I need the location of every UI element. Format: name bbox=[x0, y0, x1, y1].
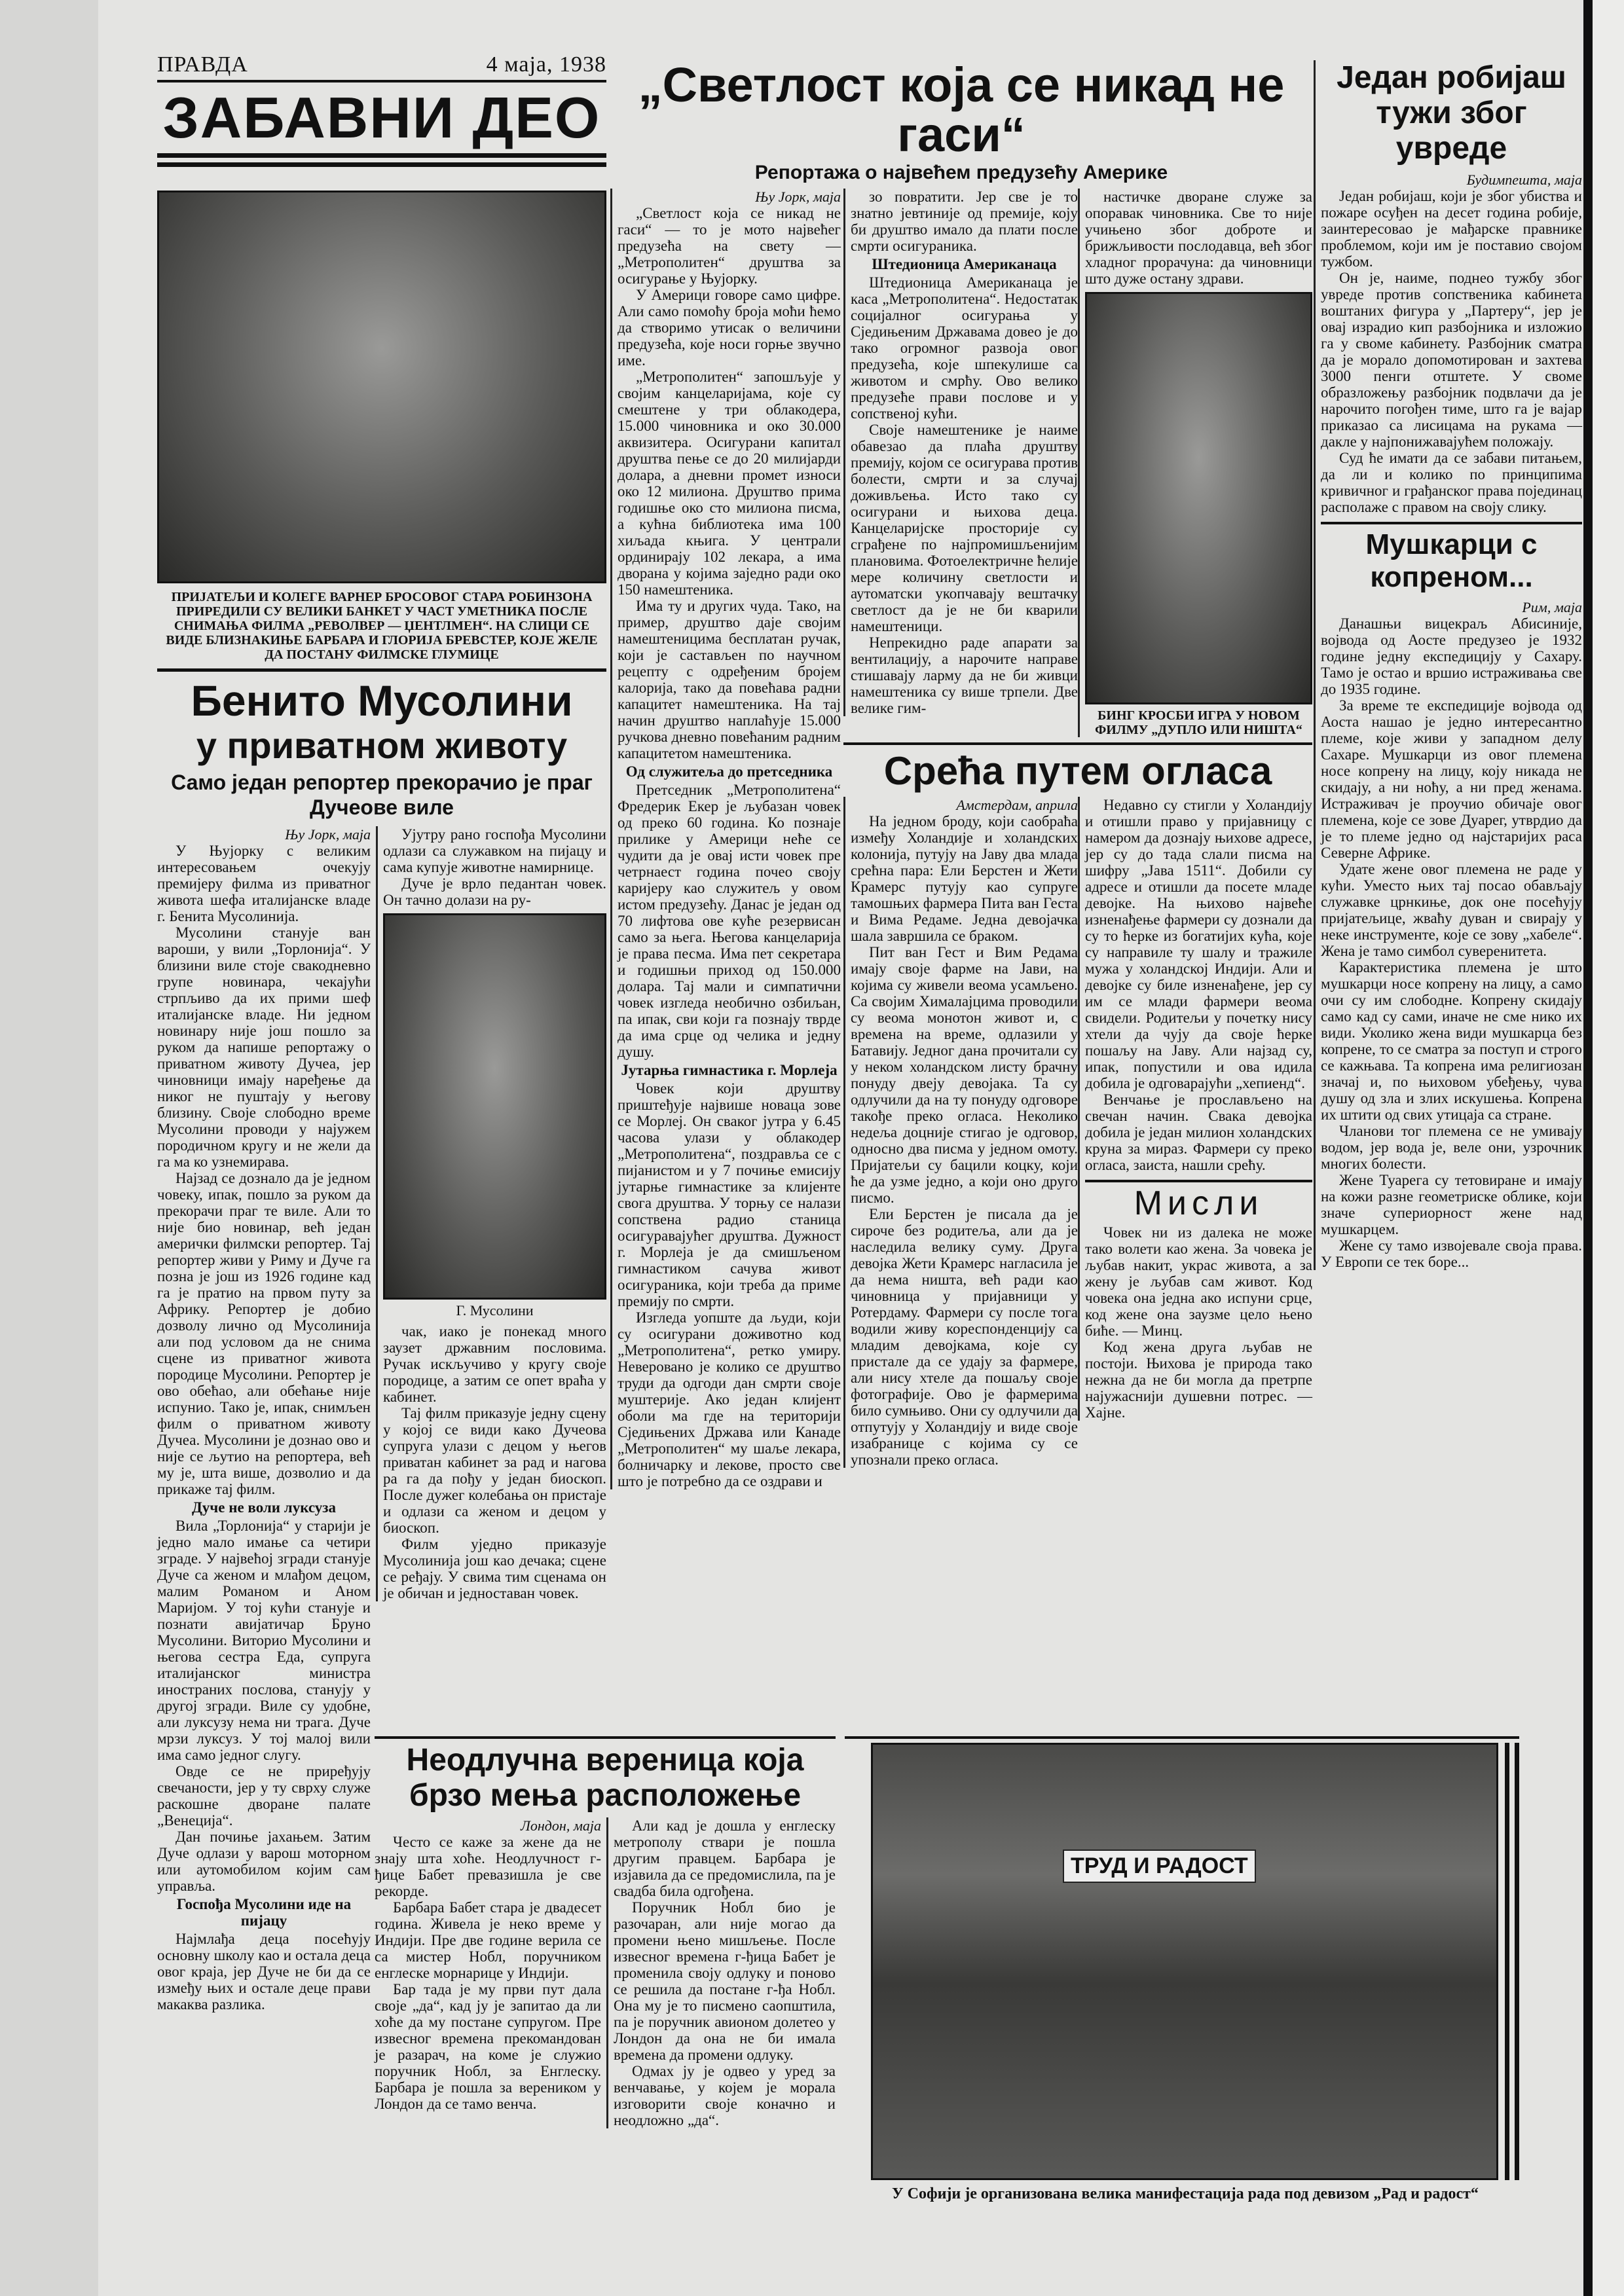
paragraph: Карактеристика племена је што мушкарци носе копрену на лицу, а само очи су им слободне. Копрену скидају само кад су сами, иначе не сме нико их види. Уколико жена види мушкарца без копрене, то се сматра за поступ и строго се кажњава. Та копрена има религиозан значај и, по њиховом убеђењу, чува душу од зла и злих искушења. Копрена их штити од свих утицаја са стране. bbox=[1321, 959, 1582, 1123]
paragraph: Ели Берстен је писала да је сироче без родитеља, али да је наследила велику суму. Друга девојка Жети Крамерс нагласила је да нема ништа, већ ради као чиновница у пријавници у Ротердаму. Фармери су после тога водили живу кореспонденцију са младим девојкама, које су пристале да се удају за фармере, али нису хтеле да пошаљу своје фотографије. Ово је фармерима било сумњиво. Они су одлучили да отпутују у Холандију и виде своје изабранице с којима су се упознали преко огласа. bbox=[851, 1205, 1078, 1468]
veiled-col bbox=[1321, 615, 1582, 1270]
dateline: Будимпешта, маја bbox=[1466, 172, 1582, 188]
paragraph: Штедионица Американаца је каса „Метрополитена“. Недостатак социјалног осигурања у Сједињеним Државама довео је до тако огромног развоја овог предузећа, које шпекулише са животом и смрћу. Ово велико предузеће прави послове и у сопственој кући. bbox=[851, 274, 1078, 422]
light-col-a bbox=[610, 189, 841, 1489]
paragraph: Најзад се дознало да је једном човеку, ипак, пошло за руком да прекорачи праг те виле. Али то није био новинар, већ један амерички филмски репортер. Тај репортер живи у Риму и Дуче га позна је још из 1926 године кад га је пратио на првом путу за Африку. Репортер је добио дозволу лично од Мусолинија али под условом да не снима сцене из приватног живота породице Мусолини. Репортер је ово обећао, али обећање није испунио. Тако је, ипак, снимљен филм о приватном животу Дучеа. Мусолини је дознао ово и није се љутио на репортера, већ му је, шта више, дозволио и да прикаже тај филм. bbox=[157, 1170, 371, 1498]
photo-banner: ТРУД И РАДОСТ bbox=[1063, 1850, 1256, 1883]
issue-date: 4 маја, 1938 bbox=[486, 52, 606, 77]
fiancee-headline: Неодлучна вереница која брзо мења расположење bbox=[406, 1743, 804, 1813]
divider bbox=[157, 162, 606, 167]
paragraph: Непрекидно раде апарати за вентилацију, а нарочите направе стишавају ларму да не би живци намештеника су више трпели. Две велике гим- bbox=[851, 634, 1078, 716]
convict-col bbox=[1321, 188, 1582, 515]
luck-headline: Срећа путем огласа bbox=[883, 748, 1272, 793]
paragraph: „Светлост која се никад не гаси“ — то је мото највећег предузећа на свету — „Метрополитен“ друштва за осигурање у Њујорку. bbox=[618, 204, 841, 287]
paragraph: Али кад је дошла у енглеску метрополу ствари је пошла другим правцем. Барбара је изјавила да се предомислила, па је свадба била одгођена. bbox=[614, 1817, 836, 1899]
dateline: Лондон, маја bbox=[520, 1817, 601, 1834]
paragraph: Вила „Торлонија“ у старији је једно мало имање са четири зграде. У највећој згради станује Дуче са женом и млађом децом, малим Романом и Аном Маријом. У тој кући станује и познати авијатичар Бруно Мусолини. Виторио Мусолини и његова сестра Еда, супруга италијанског министра иностраних послова, станују у другој згради. Виле су удобне, али луксузу нема ни трага. Дуче мрзи луксуз. У тој малој вили има само једног слугу. bbox=[157, 1518, 371, 1764]
paragraph: Филм уједно приказује Мусолинија још као дечака; сцене се ређају. У свима тим сценама он је обичан и једноставан човек. bbox=[383, 1536, 606, 1602]
mussolini-col-b bbox=[376, 826, 606, 1601]
paragraph: чак, иако је понекад много заузет државним пословима. Ручак искључиво у кругу своје породице, а затим се опет враћа у кабинет. bbox=[383, 1323, 606, 1406]
divider bbox=[157, 668, 606, 672]
mussolini-subtitle: Само један репортер прекорачио је праг Дучеове виле bbox=[171, 771, 593, 820]
dateline: Њу Јорк, маја bbox=[755, 188, 841, 205]
mussolini-col-b-top bbox=[383, 826, 606, 908]
paragraph: Удате жене овог племена не раде у кући. Уместо њих тај посао обављају служавке црнкиње, док оне посећују пријатељице, жваћу дуван и свирају у неке инструменте, које се зову „хабеле“. Жена је тамо симбол суверенитета. bbox=[1321, 861, 1582, 959]
paragraph: Данашњи вицекраљ Абисиније, војвода од Аосте предузео је 1932 године једну експедицију у Сахару. Тамо је остао и вршио истраживања све до 1935 године. bbox=[1321, 615, 1582, 697]
light-subtitle: Репортажа о највећем предузећу Америке bbox=[754, 162, 1168, 183]
divider bbox=[843, 742, 1312, 745]
paragraph: Барбара Бабет стара је двадесет година. Живела је неко време у Индији. Пре две године верила се са мистер Нобл, поручником енглеске морнарице у Индији. bbox=[375, 1899, 601, 1981]
section-title: ЗАБАВНИ ДЕО bbox=[162, 85, 601, 150]
paragraph: Човек ни из далека не може тако волети као жена. За човека је љубав накит, украс живота, а за жену је љубав сам живот. Код човека она једна ако испуни срце, код жене она заузме цело њено биће. — Минц. bbox=[1085, 1224, 1312, 1339]
divider bbox=[157, 80, 606, 82]
paragraph: Дан почиње јахањем. Затим Дуче одлази у варош моторном или аутомобилом којим сам управља. bbox=[157, 1829, 371, 1895]
sofia-block bbox=[845, 1736, 1519, 2203]
paper-name: ПРАВДА bbox=[157, 52, 248, 77]
paragraph: Бар тада је му први пут дала своје „да“, кад ју је запитао да ли хоће да му постане супругом. Пре извесног времена прекомандован је разарач, на коме је служио поручник Нобл, за Енглеску. Барбара је пошла за вереником у Лондон да се тамо венча. bbox=[375, 1981, 601, 2112]
subheading: Од служитеља до претседника bbox=[625, 763, 833, 780]
light-col-b bbox=[843, 189, 1078, 716]
mussolini-photo bbox=[383, 913, 606, 1300]
paragraph: Мусолини станује ван вароши, у вили „Торлонија“. У близини виле стоје свакодневно групе новинара, чекајући стрпљиво да их прими шеф италијанске владе. Ни једном новинару није још пошло за руком да напише репортажу о приватном животу Дучеа, јер чиновници имају наређење да никог не пуштају у његову близину. Своје слободно време Мусолини проводи у најужем породичном кругу и не жели да га ма ко узнемирава. bbox=[157, 924, 371, 1171]
sofia-rally-photo bbox=[871, 1743, 1498, 2180]
divider bbox=[845, 1736, 1519, 1739]
sofia-photo-caption: У Софији је организована велика манифестација рада под девизом „Рад и радост“ bbox=[892, 2185, 1479, 2202]
dateline: Рим, маја bbox=[1522, 599, 1582, 615]
paragraph: Изгледа уопште да људи, који су осигурани доживотно код „Метрополитена“, ретко умиру. Неверовано је колико се друштво труди да одгоди дан смрти своје муштерије. Ако један клијент оболи ма где на територији Сједињених Држава или Канаде „Метрополитен“ му шаље лекара, болничарку и лекове, просто све што је потребно да се оздрави и bbox=[618, 1309, 841, 1489]
subheading: Госпођа Мусолини иде на пијацу bbox=[176, 1896, 352, 1929]
paragraph: Тај филм приказује једну сцену у којој се види како Дучеова супруга улази с децом у његов приватан кабинет за рад и нагова ра га да пођу у један биоскоп. После дужег колебања он пристаје и одлази са женом и децом у биоскоп. bbox=[383, 1405, 606, 1537]
sofia-photo-row bbox=[845, 1743, 1519, 2180]
paragraph: Код жена друга љубав не постоји. Њихова је природа тако нежна да не би могла да претрпе најужаснији душевни потрес. — Хајне. bbox=[1085, 1338, 1312, 1421]
center-right-block bbox=[843, 189, 1312, 1468]
paragraph: зо повратити. Јер све је то знатно јевтиније од премије, коју би друштво имало да плати после смрти осигураника. bbox=[851, 188, 1078, 254]
paragraph: Жене су тамо извојевале своја права. У Европи се тек боре... bbox=[1321, 1237, 1582, 1270]
mussolini-col-b-bottom bbox=[383, 1323, 606, 1601]
paragraph: Има ту и других чуда. Тако, на пример, друштво даје својим намештеницима бесплатан ручак, који је састављен по научном рецепту с одређеним бројем калорија, тако да повећава радни капацитет намештеника. На тај начин друштво наплаћује 15.000 ручкова дневно повећаним радним капацитетом намештеника. bbox=[618, 597, 841, 761]
subheading: Јутарња гимнастика г. Морлеја bbox=[621, 1061, 838, 1078]
bing-crosby-caption: БИНГ КРОСБИ ИГРА У НОВОМ ФИЛМУ „ДУПЛО ИЛИ НИШТА“ bbox=[1095, 708, 1302, 737]
paragraph: Он је, наиме, поднео тужбу због увреде против сопственика кабинета воштаних фигура у „Партеру“, јер је овај израдио кип разбојника и изложио га у своме кабинету. Разбојник сматра да је морало допомотирован и захтева 3000 пенги отштете. У своме образложењу разбојник подвлачи да је нарочито погођен тиме, што га је вајар приказао са лисицама на рукама — дакле у најпонижавајућем положају. bbox=[1321, 270, 1582, 450]
paragraph: Недавно су стигли у Холандију и отишли право у пријавницу с намером да дознају њихове адресе, јер су до тада слали писма на шифру „Јава 1511“. Добили су адресе и отишли да посете младе девојке. На њихово највеће изненађење фармери су дознали да су то ћерке из богатијих кућа, које су направиле ту шалу и тражиле мужа у холандској Индији. Али и девојке су биле изненађене, јер су им се млади фармери веома свидели. Родитељи у почетку нису хтели да чују да своје ћерке пошаљу на Јаву. Али најзад су, ипак, попустили и ова идила добила је одговарајући „хепиенд“. bbox=[1085, 796, 1312, 1091]
paragraph: Жене Туарега су тетовиране и имају на кожи разне геометриске облике, који значе супериорност жене над мушкарцем. bbox=[1321, 1172, 1582, 1237]
masthead-row bbox=[157, 52, 606, 77]
divider bbox=[1321, 522, 1582, 524]
mussolini-col-a bbox=[157, 826, 371, 2013]
paragraph: У Америци говоре само цифре. Али само помоћу броја моћи ћемо да створимо утисак о величини предузећа, које носи горње звучно име. bbox=[618, 286, 841, 369]
bing-crosby-photo bbox=[1085, 292, 1312, 704]
banquet-photo-caption: ПРИЈАТЕЉИ И КОЛЕГЕ ВАРНЕР БРОСОВОГ СТАРА РОБИНЗОНА ПРИРЕДИЛИ СУ ВЕЛИКИ БАНКЕТ У ЧАСТ УМЕТНИКА ПОСЛЕ СНИМАЊА ФИЛМА „РЕВОЛВЕР — ЏЕНТЛМЕН“. НА СЛИЦИ СЕ ВИДЕ БЛИЗНАКИЊЕ БАРБАРА И ГЛОРИЈА БРЕВСТЕР, КОЈЕ ЖЕЛЕ ДА ПОСТАНУ ФИЛМСКЕ ГЛУМИЦЕ bbox=[166, 590, 598, 663]
paragraph: настичке дворане служе за опоравак чиновника. Све то није учињено због доброте и брижљивости послодавца, већ због хладног прорачуна: да чиновници што дуже остану здрави. bbox=[1085, 188, 1312, 287]
center-block bbox=[610, 60, 1312, 1489]
paragraph: Ујутру рано госпођа Мусолини одлази са служавком на пијацу и сама купује животне намирнице. bbox=[383, 826, 606, 876]
paragraph: „Метрополитен“ запошљује у својим канцеларијама, које су смештене у три облакодера, 15.000 чиновника и око 30.000 аквизитера. Осигурани капитал друштва пење се до 20 милијарди долара, а дневни промет износи око 12 милиона. Друштво прима годишње око сто милиона писма, а кућна библиотека има 100 хиљада књига. У централи ординирају 102 лекара, а има дворана у којима заједно ради око 150 намештеника. bbox=[618, 368, 841, 598]
mussolini-photo-caption: Г. Мусолини bbox=[456, 1302, 534, 1319]
paragraph: За време те експедиције војвода од Аоста нашао је једно интересантно племе, које живи у западном делу Сахаре. Мушкарци из овог племена носе копрену на лицу, коју никада не скидају, а ни ноћу, а ни пред женама. Истраживач је проучио обичаје овог племена, које се зове Дуарег, утврдио да је то племе једно од најстаријих раса Северне Африке. bbox=[1321, 697, 1582, 861]
light-headline: „Светлост која се никад не гаси“ bbox=[638, 58, 1285, 162]
mussolini-headline-2: у приватном животу bbox=[196, 724, 568, 766]
paragraph: Чланови тог племена се не умивају водом, јер вода је, веле они, узрочник многих болести. bbox=[1321, 1123, 1582, 1172]
adjacent-page-strip bbox=[1593, 0, 1624, 2296]
paragraph: Овде се не приређују свечаности, јер у ту сврху служе раскошне дворане палате „Венеција“. bbox=[157, 1763, 371, 1829]
divider bbox=[157, 153, 606, 158]
paragraph: Одмах ју је одвео у уред за венчавање, у којем је морала изговорити своје коначно и неодложно „да“. bbox=[614, 2063, 836, 2128]
paragraph: У Њујорку с великим интересовањем очекују премијеру филма из приватног живота шефа италијанске владе г. Бенита Мусолинија. bbox=[157, 843, 371, 925]
dateline: Њу Јорк, маја bbox=[285, 826, 371, 843]
luck-columns bbox=[843, 797, 1312, 1468]
center-columns bbox=[610, 189, 1312, 1489]
mussolini-headline: Бенито Мусолини bbox=[191, 676, 573, 725]
luck-col-b bbox=[1078, 797, 1312, 1421]
dateline: Амстердам, априла bbox=[956, 796, 1078, 813]
banquet-photo bbox=[157, 191, 606, 583]
paragraph: Најмлађа деца посећују основну школу као и остала деца овог краја, јер Дуче не би да се између њих и остале деце прави макаква разлика. bbox=[157, 1931, 371, 2013]
subheading: Дуче не воли луксуза bbox=[191, 1499, 337, 1516]
subheading: Штедионица Американаца bbox=[872, 255, 1057, 272]
fiancee-col-b bbox=[606, 1817, 836, 2128]
fiancee-columns bbox=[375, 1817, 836, 2128]
paragraph: Своје намештенике је наиме обавезао да плаћа друштву премију, којом се осигурава против болести, смрти и за случај доживљења. Исто тако су осигурани и њихова деца. Канцеларијске просторије су сграђене по најпромишљенијим плановима. Фотоелектричне ћелије мере количину светлости и аутоматски укопчавају вештачку светлост да је не би кварили намештеници. bbox=[851, 421, 1078, 634]
divider bbox=[1505, 1743, 1509, 2180]
page-fold-edge bbox=[1583, 0, 1593, 2296]
paragraph: Поручник Нобл био је разочаран, али није могао да промени њено мишљење. После извесног времена г-ђица Бабет је променила своју одлуку и поново се решила да постане г-ђа Нобл. Она му је то писмено саопштила, па је поручник авионом долетео у Лондон да она не би имала времена да промени одлуку. bbox=[614, 1899, 836, 2063]
left-column bbox=[157, 52, 606, 2013]
divider bbox=[375, 1736, 836, 1739]
fiancee-col-a bbox=[375, 1817, 601, 2112]
paragraph: Човек који друштву приштеђује највише новаца зове се Морлеј. Он сваког јутра у 6.45 часова улази у облакодер „Метрополитена“, поздравља се с пијанистом и у 7 почиње емисију јутарње гимнастике за клијенте свога друштва. У торњу се налази сопствена радио станица осигуравајућег друштва. Дужност г. Морлеја је да смишљеном гимнастиком сачува живот осигураника, који треба да приме премију по смрти. bbox=[618, 1080, 841, 1309]
paragraph: Претседник „Метрополитена“ Фредерик Екер је љубазан човек од преко 60 година. Ко познаје прилике у Америци неће се чудити да је овај исти човек пре четрнаест година почео своју каријеру као служитељ у овом истом предузећу. Данас је један од 70 лифтова ове куће резервисан само за њега. Његова канцеларија је права песма. Има пет секретара и годишњи приход од 150.000 долара. Тај мали и симпатични човек изгледа необично озбиљан, па ипак, сви који га познају тврде да има срце од челика и једну душу. bbox=[618, 781, 841, 1060]
convict-headline: Један робијаш тужи због увреде bbox=[1337, 60, 1566, 166]
paragraph: На једном броду, који саобраћа између Холандије и холандских колонија, путују на Јаву два млада срећна пара: Ели Берстен и Жети Крамерс путују као супруге тамошњих фармера Пита ван Геста и Вима Редаме. Једна девојачка шала завршила се браком. bbox=[851, 812, 1078, 944]
paragraph: Често се каже за жене да не знају шта хоће. Неодлучност г-ђице Бабет превазишла је све рекорде. bbox=[375, 1834, 601, 1899]
divider bbox=[1515, 1743, 1519, 2180]
paragraph: Венчање је прослављено на свечан начин. Свака девојка добила је један милион холандских круна за мираз. Фармери су преко огласа, заиста, нашли срећу. bbox=[1085, 1091, 1312, 1173]
thoughts-title: Мисли bbox=[1134, 1184, 1264, 1222]
fiancee-article bbox=[375, 1736, 836, 2128]
scan-margin bbox=[0, 0, 98, 2296]
thoughts-col bbox=[1085, 1224, 1312, 1421]
veiled-headline: Мушкарци с копреном... bbox=[1365, 528, 1538, 593]
right-column bbox=[1314, 60, 1582, 1270]
paragraph: Суд ће имати да се забави питањем, да ли и колико по принципима кривичног и грађанског права појединац располаже с правом на своју слику. bbox=[1321, 450, 1582, 515]
light-columns-bc bbox=[843, 189, 1312, 737]
light-col-c bbox=[1078, 189, 1312, 737]
paragraph: Дуче је врло педантан човек. Он тачно долази на ру- bbox=[383, 875, 606, 909]
paragraph: Један робијаш, који је због убиства и пожаре осуђен на десет година робије, заинтересовао је мађарске правнике проблемом, који им је поставио својом тужбом. bbox=[1321, 188, 1582, 270]
luck-col-a bbox=[843, 797, 1078, 1468]
paragraph: Пит ван Гест и Вим Редама имају своје фарме на Јави, на којима су живели веома усамљено. Са својим Хималајцима проводили су веома монотон живот и, с времена на време, одлазили у Батавију. Једног дана прочитали су у неком холандском листу брачну понуду двеју девојака. Та су одлучили да на ту понуду одговоре такође преко огласа. Неколико недеља доцније стигао је одговор, односно два писма у једном омоту. Пријатељи су бацили коцку, који ће да узме једно, а који оно друго писмо. bbox=[851, 943, 1078, 1206]
